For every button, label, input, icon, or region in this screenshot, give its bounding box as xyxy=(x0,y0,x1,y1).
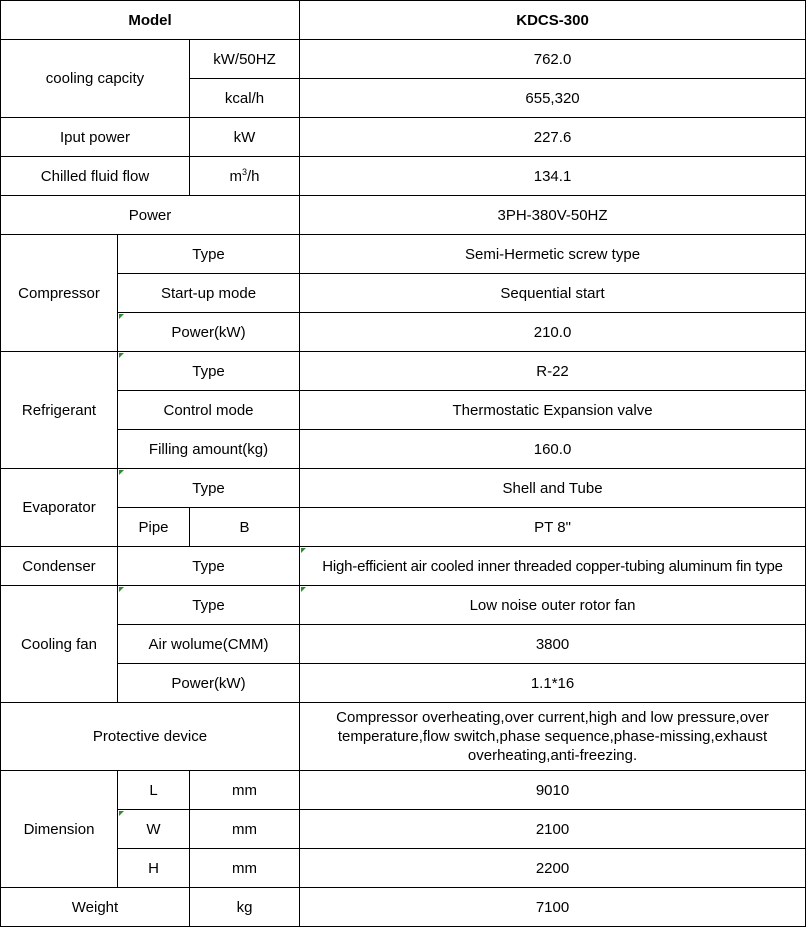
compressor-label: Compressor xyxy=(1,235,118,352)
dimension-l-unit: mm xyxy=(190,771,300,810)
compressor-type-value: Semi-Hermetic screw type xyxy=(300,235,806,274)
chilled-flow-unit-base: m xyxy=(229,167,242,185)
dimension-h-value: 2200 xyxy=(300,849,806,888)
cell-marker xyxy=(119,353,124,358)
refrigerant-label: Refrigerant xyxy=(1,352,118,469)
cooling-fan-label: Cooling fan xyxy=(1,586,118,703)
dimension-l-value: 9010 xyxy=(300,771,806,810)
fan-air-volume-value: 3800 xyxy=(300,625,806,664)
fan-type-label-text: Type xyxy=(192,596,225,614)
compressor-power-label-text: Power(kW) xyxy=(171,323,246,341)
row-fan-type xyxy=(1,586,806,625)
row-weight xyxy=(1,888,806,927)
row-dimension-w xyxy=(1,810,806,849)
evaporator-label: Evaporator xyxy=(1,469,118,547)
row-input-power xyxy=(1,118,806,157)
fan-type-value-text: Low noise outer rotor fan xyxy=(469,596,636,614)
power-value: 3PH-380V-50HZ xyxy=(300,196,806,235)
power-label: Power xyxy=(1,196,300,235)
compressor-startup-label: Start-up mode xyxy=(118,274,300,313)
row-refrigerant-filling xyxy=(1,430,806,469)
condenser-type-value xyxy=(300,547,806,586)
row-compressor-type xyxy=(1,235,806,274)
cell-marker xyxy=(119,587,124,592)
input-power-unit: kW xyxy=(190,118,300,157)
row-fan-air-volume xyxy=(1,625,806,664)
row-cooling-capacity-1 xyxy=(1,40,806,79)
protective-value: Compressor overheating,over current,high and low pressure,over temperature,flow switch,phase sequence,phase-missing,exhaust overheating,anti-freezing. xyxy=(300,703,806,771)
row-compressor-power xyxy=(1,313,806,352)
evaporator-type-label xyxy=(118,469,300,508)
dimension-w-axis xyxy=(118,810,190,849)
cooling-capacity-value-kw: 762.0 xyxy=(300,40,806,79)
weight-value: 7100 xyxy=(300,888,806,927)
cooling-capacity-label: cooling capcity xyxy=(1,40,190,118)
cooling-capacity-unit-kcal: kcal/h xyxy=(190,79,300,118)
cell-marker xyxy=(119,470,124,475)
condenser-type-value-text: High-efficient air cooled inner threaded copper-tubing aluminum fin type xyxy=(322,557,783,575)
chilled-flow-label: Chilled fluid flow xyxy=(1,157,190,196)
condenser-label: Condenser xyxy=(1,547,118,586)
refrigerant-filling-label: Filling amount(kg) xyxy=(118,430,300,469)
input-power-value: 227.6 xyxy=(300,118,806,157)
fan-type-label xyxy=(118,586,300,625)
chilled-flow-unit-sup: 3 xyxy=(242,166,248,177)
condenser-type-label: Type xyxy=(118,547,300,586)
dimension-w-axis-text: W xyxy=(146,820,161,838)
refrigerant-type-label xyxy=(118,352,300,391)
chilled-flow-unit xyxy=(190,157,300,196)
evaporator-type-label-text: Type xyxy=(192,479,225,497)
cooling-capacity-value-kcal: 655,320 xyxy=(300,79,806,118)
row-protective xyxy=(1,703,806,771)
evaporator-pipe-sub: B xyxy=(190,508,300,547)
row-chilled-flow xyxy=(1,157,806,196)
row-model xyxy=(1,1,806,40)
fan-power-label: Power(kW) xyxy=(118,664,300,703)
row-dimension-h xyxy=(1,849,806,888)
refrigerant-control-value: Thermostatic Expansion valve xyxy=(300,391,806,430)
cell-marker xyxy=(301,548,306,553)
cooling-capacity-unit-kw: kW/50HZ xyxy=(190,40,300,79)
refrigerant-filling-value: 160.0 xyxy=(300,430,806,469)
row-evaporator-pipe xyxy=(1,508,806,547)
compressor-type-label: Type xyxy=(118,235,300,274)
dimension-h-unit: mm xyxy=(190,849,300,888)
fan-air-volume-label: Air wolume(CMM) xyxy=(118,625,300,664)
evaporator-pipe-value: PT 8" xyxy=(300,508,806,547)
row-refrigerant-type xyxy=(1,352,806,391)
dimension-h-axis: H xyxy=(118,849,190,888)
model-value: KDCS-300 xyxy=(300,1,806,40)
dimension-w-value: 2100 xyxy=(300,810,806,849)
refrigerant-control-label: Control mode xyxy=(118,391,300,430)
evaporator-type-value: Shell and Tube xyxy=(300,469,806,508)
compressor-power-value: 210.0 xyxy=(300,313,806,352)
dimension-w-unit: mm xyxy=(190,810,300,849)
cell-marker xyxy=(119,314,124,319)
dimension-label: Dimension xyxy=(1,771,118,888)
compressor-startup-value: Sequential start xyxy=(300,274,806,313)
weight-label: Weight xyxy=(1,888,190,927)
dimension-l-axis: L xyxy=(118,771,190,810)
row-fan-power xyxy=(1,664,806,703)
model-label: Model xyxy=(1,1,300,40)
fan-power-value: 1.1*16 xyxy=(300,664,806,703)
chilled-flow-unit-tail: /h xyxy=(247,167,260,185)
cell-marker xyxy=(119,811,124,816)
input-power-label: Iput power xyxy=(1,118,190,157)
cell-marker xyxy=(301,587,306,592)
row-dimension-l xyxy=(1,771,806,810)
evaporator-pipe-label: Pipe xyxy=(118,508,190,547)
fan-type-value xyxy=(300,586,806,625)
row-condenser xyxy=(1,547,806,586)
row-refrigerant-control xyxy=(1,391,806,430)
row-compressor-startup xyxy=(1,274,806,313)
protective-label: Protective device xyxy=(1,703,300,771)
weight-unit: kg xyxy=(190,888,300,927)
refrigerant-type-label-text: Type xyxy=(192,362,225,380)
refrigerant-type-value: R-22 xyxy=(300,352,806,391)
row-evaporator-type xyxy=(1,469,806,508)
compressor-power-label xyxy=(118,313,300,352)
chilled-flow-value: 134.1 xyxy=(300,157,806,196)
row-power xyxy=(1,196,806,235)
